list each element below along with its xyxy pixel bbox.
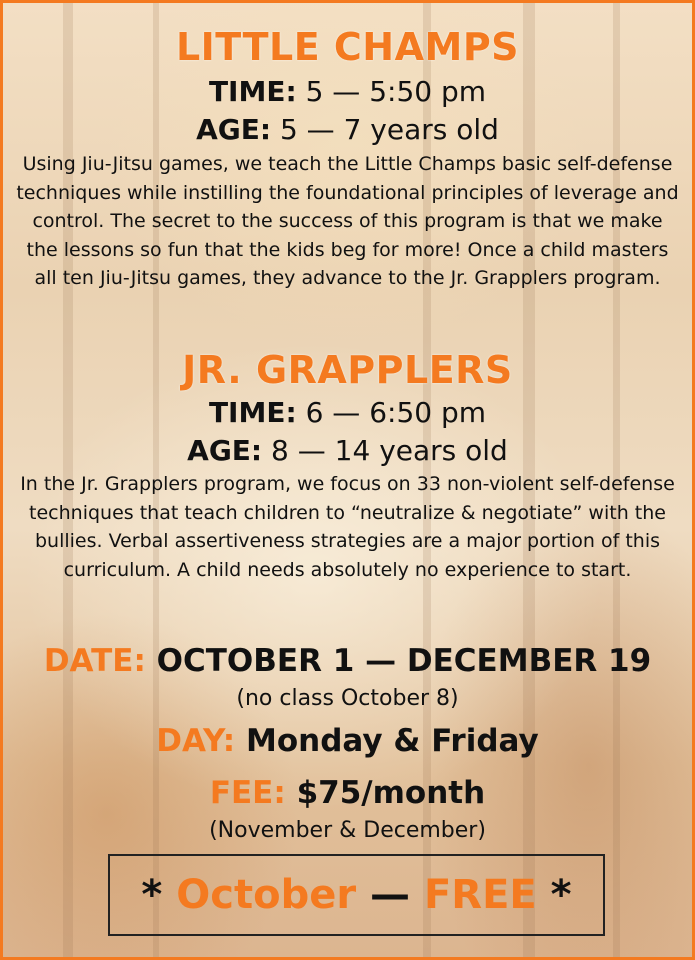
time-label: TIME: (208, 396, 297, 429)
fee-line (3, 775, 692, 811)
day-line (3, 723, 692, 759)
fee-note: (November & December) (209, 818, 486, 843)
free-offer-box (108, 854, 605, 936)
jr-grapplers-time (3, 396, 692, 429)
little-champs-description: Using Jiu-Jitsu games, we teach the Little Champs basic self-defense techniques while instilling the foundational principles of leverage and control. The secret to the success of this program is that we make the lessons so fun that the kids beg for more! Once a child masters all ten Jiu-Jitsu games, they advance to the Jr. Grapplers program. (16, 153, 679, 289)
age-label: AGE: (187, 434, 263, 467)
date-label: DATE: (43, 643, 146, 679)
time-label: TIME: (208, 75, 297, 108)
fee-value: $75/month (296, 775, 486, 811)
day-value: Monday & Friday (246, 723, 539, 759)
promo-month: October (176, 872, 357, 918)
age-label: AGE: (196, 113, 272, 146)
age-value: 8 — 14 years old (271, 434, 508, 467)
time-value: 6 — 6:50 pm (305, 396, 487, 429)
fee-label: FEE: (209, 775, 286, 811)
day-label: DAY: (156, 723, 236, 759)
star-left: * (141, 872, 163, 918)
little-champs-title: LITTLE CHAMPS (175, 25, 520, 69)
age-value: 5 — 7 years old (279, 113, 499, 146)
little-champs-age (3, 113, 692, 146)
jr-grapplers-description: In the Jr. Grapplers program, we focus on 33 non-violent self-defense techniques that teach children to “neutralize & negotiate” with the bullies. Verbal assertiveness strategies are a major portion of this curriculum. A child needs absolutely no experience to start. (20, 473, 675, 581)
little-champs-time (3, 75, 692, 108)
jr-grapplers-title: JR. GRAPPLERS (182, 348, 513, 392)
date-value: OCTOBER 1 — DECEMBER 19 (156, 643, 652, 679)
star-right: * (550, 872, 572, 918)
date-line (3, 643, 692, 679)
jr-grapplers-age (3, 434, 692, 467)
date-note: (no class October 8) (236, 686, 459, 711)
promo-dash: — (370, 872, 411, 918)
flyer-content (3, 3, 692, 957)
time-value: 5 — 5:50 pm (305, 75, 487, 108)
promo-free: FREE (423, 872, 537, 918)
